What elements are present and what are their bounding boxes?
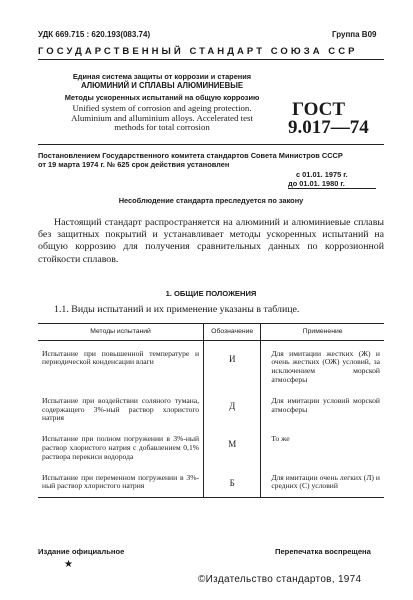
- header-methods: Методы испытаний: [38, 324, 204, 341]
- application-cell: Для имитации жестких (Ж) и очень жестких (ОЖ) условий, за исключением морской атмосферы: [271, 348, 380, 384]
- code-cell: И: [204, 340, 261, 388]
- dates-underline: [288, 188, 376, 189]
- application-cell: То же: [271, 434, 290, 444]
- header-application: Применение: [261, 324, 384, 341]
- title-line-2: АЛЮМИНИЙ И СПЛАВЫ АЛЮМИНИЕВЫЕ: [80, 81, 244, 90]
- official-edition-label: Издание официальное: [38, 547, 125, 556]
- validity-from: с 01.01. 1975 г.: [296, 170, 348, 179]
- table-header-row: [38, 324, 384, 341]
- gost-label: ГОСТ: [292, 99, 346, 120]
- title-line-3: Методы ускоренных испытаний на общую коррозию: [64, 93, 260, 102]
- english-title-line-1: Unified system of corrosion and ageing protection.: [72, 103, 252, 113]
- intro-paragraph: Настоящий стандарт распространяется на алюминий и алюминиевые сплавы без защитных покрытий и устанавливает методы ускоренных испытаний на общую коррозию для получения сравнительных данных по коррозионной стойкости сплавов.: [38, 217, 384, 265]
- table-row: [38, 388, 384, 426]
- code-cell: Б: [204, 465, 261, 498]
- method-cell: Испытание при повышенной температуре и периодической конденсации влаги: [42, 348, 200, 367]
- decree-line-1: Постановлением Государственного комитета стандартов Совета Министров СССР: [38, 151, 343, 160]
- method-cell: Испытание при переменном погружении в 3%-ный раствор хлористого натрия: [38, 465, 204, 498]
- standard-heading: ГОСУДАРСТВЕННЫЙ СТАНДАРТ СОЮЗА ССР: [38, 46, 358, 57]
- publisher-copyright: ©Издательство стандартов, 1974: [198, 574, 362, 585]
- application-cell: Для имитации условий морской атмосферы: [271, 395, 380, 414]
- group-code: Группа В09: [332, 30, 377, 39]
- reprint-prohibited-label: Перепечатка воспрещена: [275, 547, 371, 556]
- validity-to: до 01.01. 1980 г.: [288, 179, 345, 188]
- code-cell: Д: [204, 388, 261, 426]
- english-title-line-3: methods for total corrosion: [114, 122, 210, 133]
- decree-line-2: от 19 марта 1974 г. № 625 срок действия установлен: [38, 160, 230, 169]
- law-notice: Несоблюдение стандарта преследуется по закону: [118, 196, 304, 205]
- section-title: 1. ОБЩИЕ ПОЛОЖЕНИЯ: [165, 289, 257, 298]
- gost-number: 9.017—74: [288, 117, 369, 138]
- method-cell: Испытание при полном погружении в 3%-ный раствор хлористого натрия с добавлением 0,1% раствора перекиси водорода: [42, 434, 200, 461]
- header-code: Обозначение: [204, 324, 261, 341]
- title-line-1: Единая система защиты от коррозии и старения: [72, 72, 252, 81]
- test-methods-table: [38, 323, 384, 498]
- english-title: [44, 104, 280, 133]
- table-row: [38, 465, 384, 498]
- method-cell: Испытание при воздействии соляного тумана, содержащего 3%-ный раствор хлористого натрия: [42, 395, 200, 423]
- star-icon: ★: [64, 559, 73, 570]
- table-row: [38, 340, 384, 388]
- title-rule: [38, 144, 384, 145]
- application-cell: Для имитации очень легких (Л) и средних (С) условий: [261, 465, 384, 498]
- code-cell: М: [204, 426, 261, 464]
- header-rule: [38, 59, 384, 60]
- table-row: [38, 426, 384, 464]
- clause-1-1: 1.1. Виды испытаний и их применение указаны в таблице.: [54, 304, 300, 315]
- english-title-line-2: Aluminium and alluminium alloys. Accelerated test: [71, 112, 253, 123]
- udk-code: УДК 669.715 : 620.193(083.74): [38, 30, 151, 39]
